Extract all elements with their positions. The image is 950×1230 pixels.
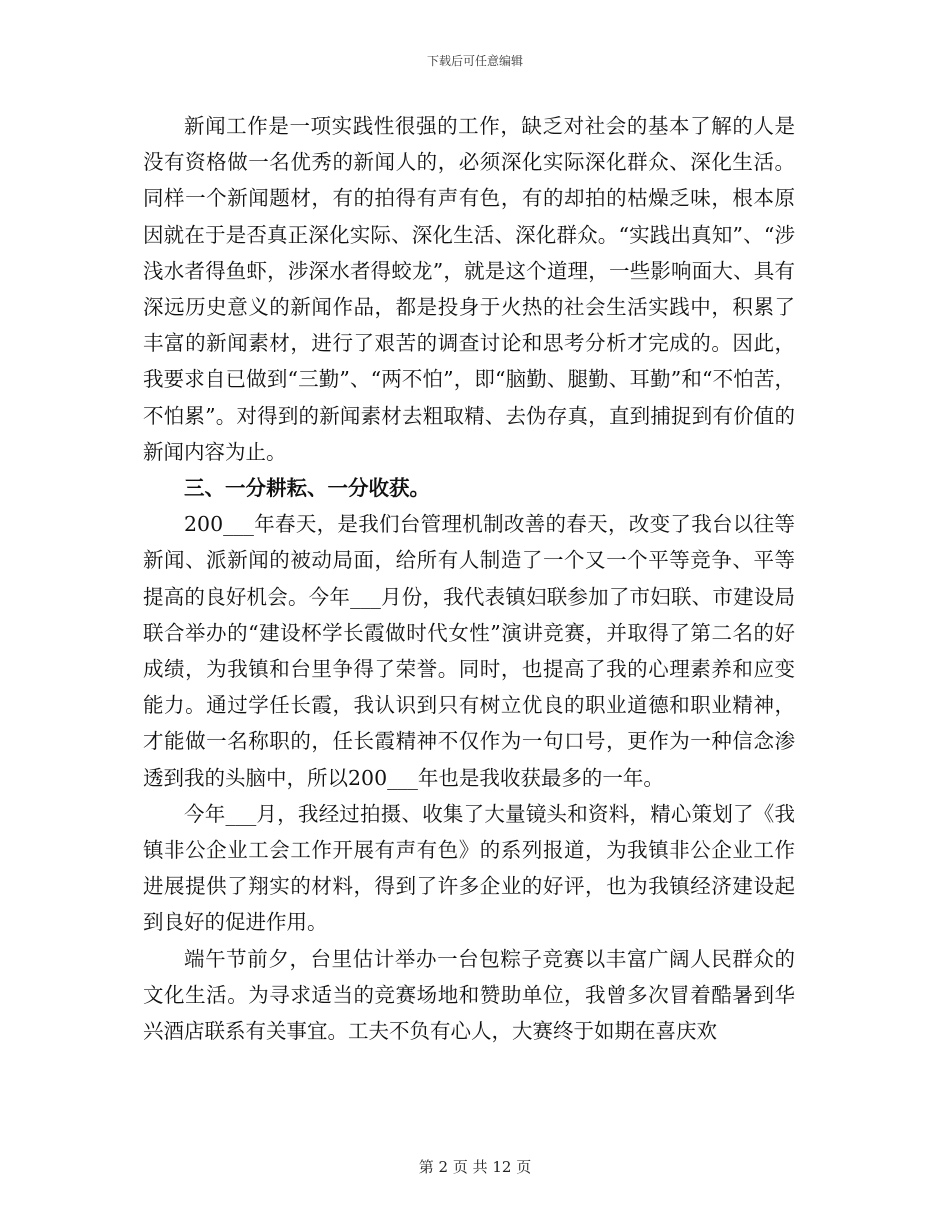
body-paragraph: 新闻工作是一项实践性很强的工作，缺乏对社会的基本了解的人是没有资格做一名优秀的新闻人的，必须深化实际深化群众、深化生活。同样一个新闻题材，有的拍得有声有色，有的却拍的枯燥乏味，根本原因就在于是否真正深化实际、深化生活、深化群众。“实践出真知”、“涉浅水者得鱼虾，涉深水者得蛟龙”，就是这个道理，一些影响面大、具有深远历史意义的新闻作品，都是投身于火热的社会生活实践中，积累了丰富的新闻素材，进行了艰苦的调查讨论和思考分析才完成的。因此，我要求自已做到“三勤”、“两不怕”，即“脑勤、腿勤、耳勤”和“不怕苦，不怕累”。对得到的新闻素材去粗取精、去伪存真，直到捕捉到有价值的新闻内容为止。 [143,114,795,464]
body-paragraph: 200___年春天，是我们台管理机制改善的春天，改变了我台以往等新闻、派新闻的被动局面，给所有人制造了一个又一个平等竞争、平等提高的良好机会。今年___月份，我代表镇妇联参加了市妇联、市建设局联合举办的“建设杯学长霞做时代女性”演讲竞赛，并取得了第二名的好成绩，为我镇和台里争得了荣誉。同时，也提高了我的心理素养和应变能力。通过学任长霞，我认识到只有树立优良的职业道德和职业精神，才能做一名称职的，任长霞精神不仅作为一句口号，更作为一种信念渗透到我的头脑中，所以200___年也是我收获最多的一年。 [143,512,795,790]
body-paragraph: 今年___月，我经过拍摄、收集了大量镜头和资料，精心策划了《我镇非公企业工会工作开展有声有色》的系列报道，为我镇非公企业工作进展提供了翔实的材料，得到了许多企业的好评，也为我镇经济建设起到良好的促进作用。 [143,801,795,935]
body-paragraph: 端午节前夕，台里估计举办一台包粽子竞赛以丰富广阔人民群众的文化生活。为寻求适当的竞赛场地和赞助单位，我曾多次冒着酷暑到华兴酒店联系有关事宜。工夫不负有心人，大赛终于如期在喜庆欢 [143,946,795,1044]
page-footer: 第 2 页 共 12 页 [418,1158,532,1176]
section-heading: 三、一分耕耘、一分收获。 [184,476,430,501]
document-body [143,108,795,1049]
page-header: 下载后可任意编辑 [426,54,523,68]
